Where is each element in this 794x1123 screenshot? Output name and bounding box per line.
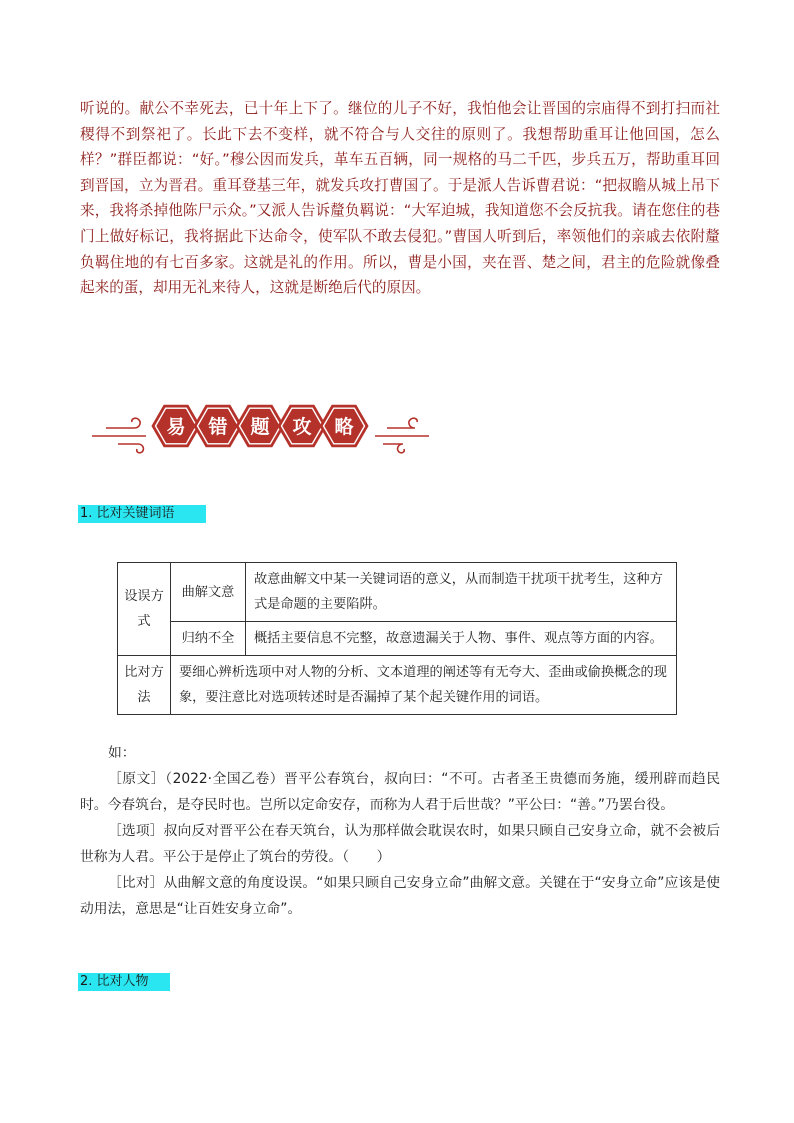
banner-left-ornament [92,418,146,453]
banner-char: 攻 [292,416,312,438]
example-option: ［选项］叔向反对晋平公在春天筑台，认为那样做会耽误农时，如果只顾自己安身立命，就不会被后世称为人君。平公于是停止了筑台的劳役。（ ） [80,823,720,865]
section-heading-key-words: 1. 比对关键词语 [78,505,206,523]
banner-char: 错 [208,416,228,438]
table-row [118,563,677,622]
table-cell-incomplete-desc: 概括主要信息不完整，故意遗漏关于人物、事件、观点等方面的内容。 [246,622,677,656]
example-original: ［原文］（2022·全国乙卷）晋平公春筑台，叔向曰：“不可。古者圣王贵德而务施，缓刑辟而趋民时。今春筑台，是夺民时也。岂所以定命安存，而称为人君于后世哉？”平公曰：“善。”乃罢台役。 [80,771,720,813]
banner-badge [152,405,200,447]
section-heading-characters: 2. 比对人物 [78,973,170,991]
table-cell-incomplete-label: 归纳不全 [171,622,246,656]
example-compare: ［比对］从曲解文意的角度设误。“如果只顾自己安身立命”曲解文意。关键在于“安身立命”应该是使动用法，意思是“让百姓安身立命”。 [80,875,720,917]
table-row [118,622,677,656]
table-row [118,656,677,715]
translation-paragraph: 听说的。献公不幸死去，已十年上下了。继位的儿子不好，我怕他会让晋国的宗庙得不到打扫而社稷得不到祭祀了。长此下去不变样，就不符合与人交往的原则了。我想帮助重耳让他回国，怎么样？”群臣都说：“好。”穆公因而发兵，革车五百辆，同一规格的马二千匹，步兵五万，帮助重耳回到晋国，立为晋君。重耳登基三年，就发兵攻打曹国了。于是派人告诉曹君说：“把叔瞻从城上吊下来，我将杀掉他陈尸示众。”又派人告诉釐负羁说：“大军迫城，我知道您不会反抗我。请在您住的巷门上做好标记，我将据此下达命令，使军队不敢去侵犯。”曹国人听到后，率领他们的亲戚去依附釐负羁住地的有七百多家。这就是礼的作用。所以，曹是小国，夹在晋、楚之间，君主的危险就像叠起来的蛋，却用无礼来待人，这就是断绝后代的原因。 [80,100,720,297]
section-banner [88,392,433,472]
banner-badge [320,405,368,447]
banner-badge [278,405,326,447]
example-block [80,740,720,922]
banner-badge [236,405,284,447]
comparison-table [117,562,677,715]
table-cell-compare-method: 比对方法 [118,656,171,715]
translation-text [80,96,720,301]
table-cell-error-method: 设误方式 [118,563,171,656]
table-cell-misinterpret-desc: 故意曲解文中某一关键词语的意义，从而制造干扰项干扰考生，这种方式是命题的主要陷阱。 [246,563,677,622]
banner-char: 易 [166,416,186,438]
example-intro: 如： [108,745,136,761]
banner-badge [194,405,242,447]
banner-right-ornament [375,418,429,453]
table-cell-compare-desc: 要细心辨析选项中对人物的分析、文本道理的阐述等有无夸大、歪曲或偷换概念的现象，要注意比对选项转述时是否漏掉了某个起关键作用的词语。 [171,656,677,715]
table-cell-misinterpret-label: 曲解文意 [171,563,246,622]
banner-char: 题 [250,416,270,438]
banner-char: 略 [334,416,354,438]
